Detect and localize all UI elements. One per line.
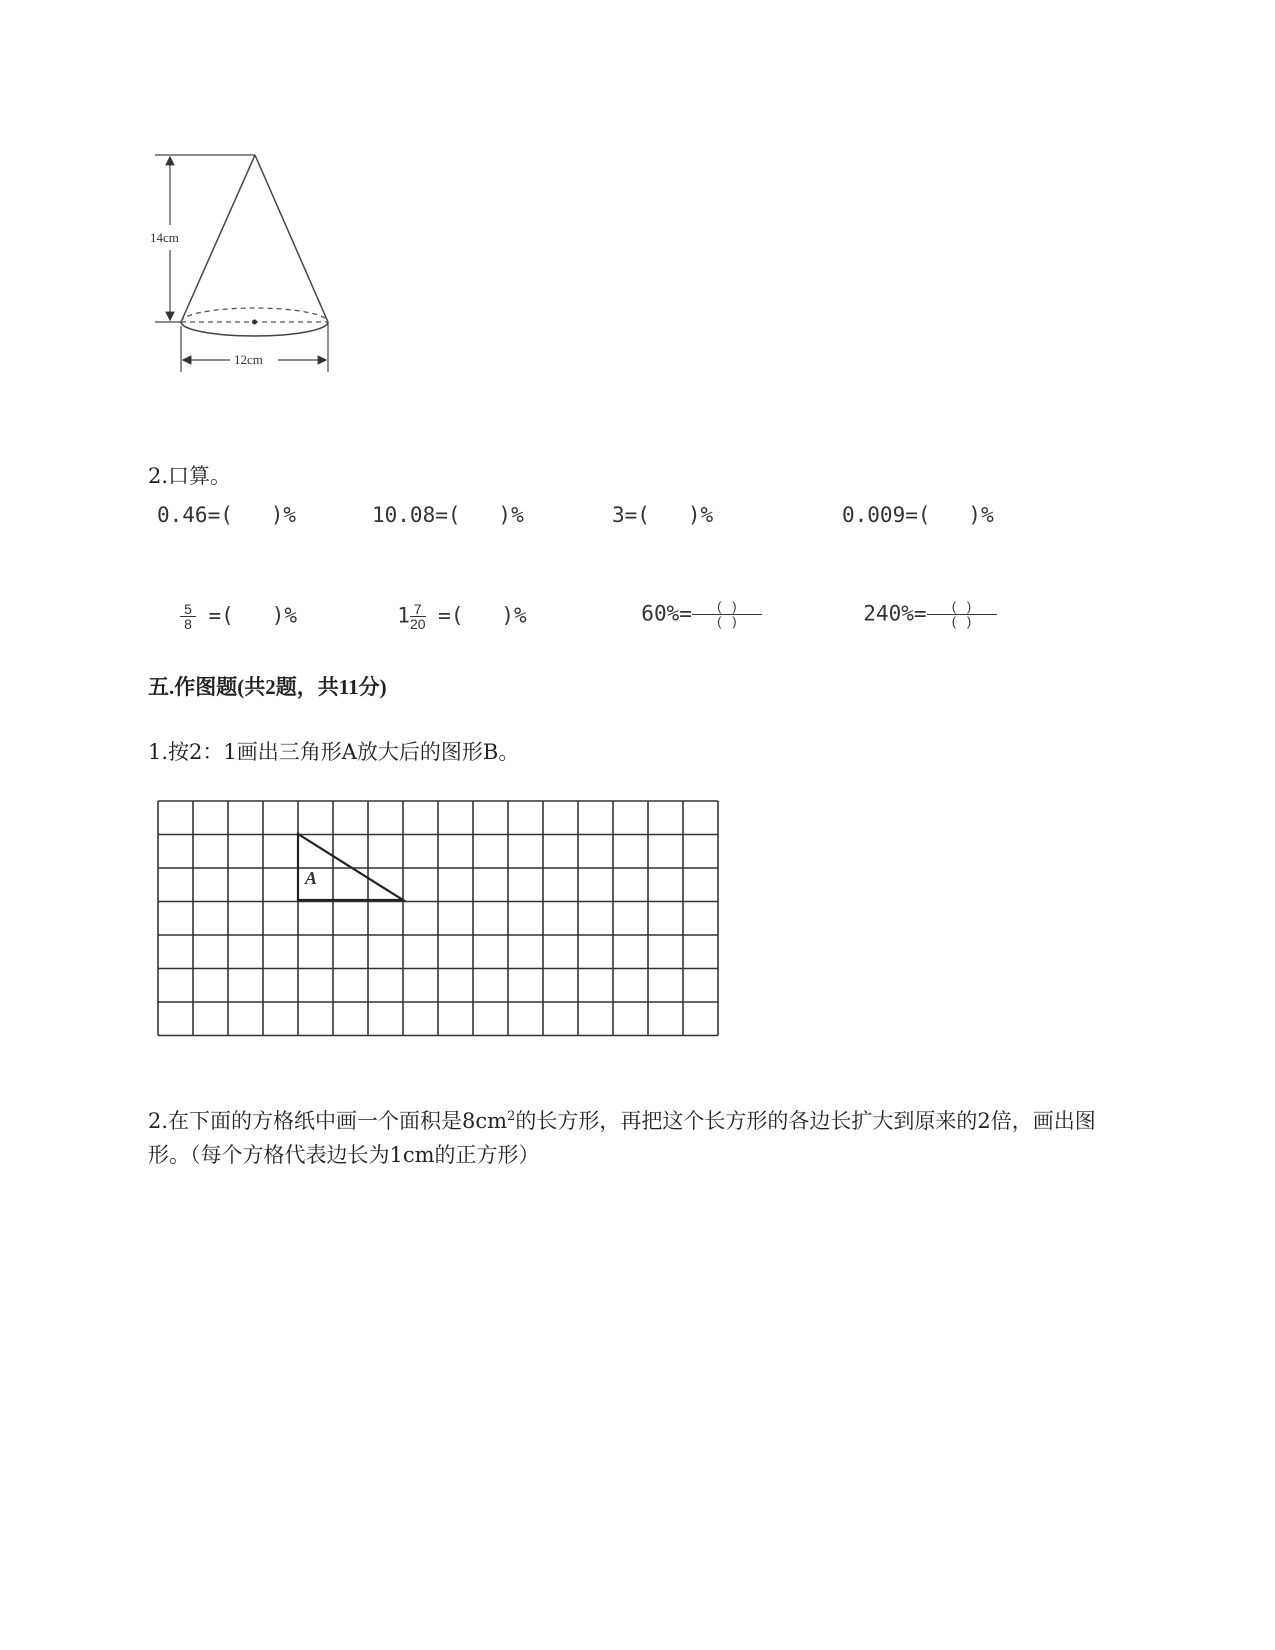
triangle-label: A (305, 868, 318, 888)
cone-center-dot (252, 320, 257, 325)
grid-lines (158, 801, 718, 1036)
question-1-text: 1.按2：1画出三角形A放大后的图形B。 (148, 740, 520, 764)
cone-diagram (150, 150, 340, 390)
fraction: $\frac{5}{8}$ (180, 570, 196, 663)
calc-item-6: 1 $\frac{7}{20}$ =( )% (372, 546, 527, 663)
square-grid (157, 800, 722, 1038)
question-2-text: 2.在下面的方格纸中画一个面积是$8cm^2$的长方形，再把这个长方形的各边长扩大到原来的2倍，画出图形。（每个方格代表边长为1cm的正方形） (148, 1109, 1096, 1167)
triangle-a (298, 834, 403, 900)
calc-item-3: 3=( )% (612, 503, 714, 527)
fraction: $\frac{( )}{( )}$ (927, 570, 997, 659)
diameter-label: 12cm (234, 352, 263, 367)
calc-item-1: 0.46=( )% (157, 503, 297, 527)
calc-item-2: 10.08=( )% (372, 503, 524, 527)
calc-item-5: $\frac{5}{8}$ =( )% (155, 546, 297, 663)
calc-item-8: 240%= $\frac{( )}{( )}$ (838, 546, 997, 659)
cone-right-side (255, 155, 328, 322)
calc-item-4: 0.009=( )% (842, 503, 994, 527)
section-title: 五.作图题(共2题，共11分) (148, 675, 387, 699)
calc-item-7: 60%= $\frac{( )}{( )}$ (616, 546, 762, 659)
cone-left-side (181, 155, 255, 322)
height-label: 14cm (150, 230, 179, 245)
fraction: $\frac{7}{20}$ (409, 601, 426, 632)
mental-math-heading: 2.口算。 (148, 464, 232, 488)
fraction: $\frac{( )}{( )}$ (692, 570, 762, 659)
